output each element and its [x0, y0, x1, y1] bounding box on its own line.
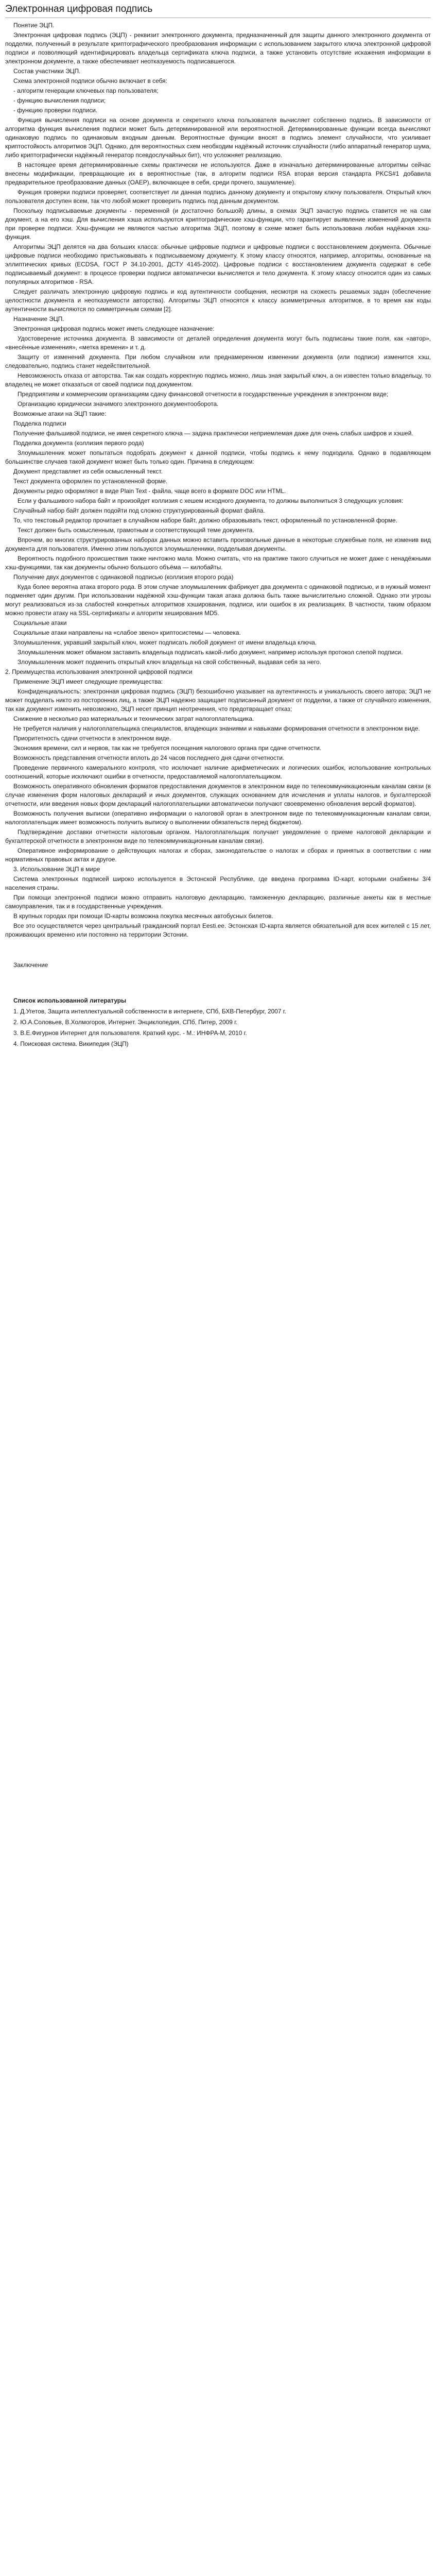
paragraph: Электронная цифровая подпись (ЭЦП) - реквизит электронного документа, предназначенный для защиты данного электронного документа от подделки, полученный в результате криптографического преобразования информации с использованием закрытого ключа электронной цифровой подписи и позволяющий идентифицировать владельца сертификата ключа подписи, а также установить отсутствие искажения информации в электронном документе, а также обеспечивает неотказуемость подписавшегося. [5, 31, 431, 65]
literature-item: 3. В.Е.Фигурнов Интернет для пользователя. Краткий курс. - М.: ИНФРА-М, 2010 г. [13, 1029, 247, 1037]
paragraph: Социальные атаки направлены на «слабое звено» криптосистемы — человека. [13, 629, 241, 636]
paragraph: В крупных городах при помощи ID-карты возможна покупка месячных автобусных билетов. [13, 912, 273, 920]
literature-item: 2. Ю.А.Соловьев, В.Холмогоров, Интернет. Энциклопедия, СПб, Питер, 2009 г. [13, 1019, 238, 1026]
paragraph: Социальные атаки [13, 619, 67, 626]
paragraph: Текст должен быть осмысленным, грамотным и соответствующий теме документа. [18, 527, 254, 534]
blank-space [5, 940, 431, 961]
paragraph: Текст документа оформлен по установленной форме. [13, 478, 168, 485]
paragraph: Вероятность подобного происшествия также ничтожно мала. Можно считать, что на практике такого случиться не может даже с ненадёжными хэш-функциями, так как документы обычно большого объёма — килобайты. [5, 555, 431, 571]
literature-item: 4. Поисковая система. Википедия (ЭЦП) [13, 1040, 129, 1047]
paragraph: Если у фальшивого набора байт и произойдет коллизия с хешем исходного документа, то должны выполниться 3 следующих условия: [18, 497, 404, 504]
paragraph: - функцию проверки подписи. [13, 107, 98, 114]
paragraph: Куда более вероятна атака второго рода. В этом случае злоумышленник фабрикует два документа с одинаковой подписью, и в нужный момент подменяет один другим. При использовании надёжной хэш-функции такая атака должна быть также вычислительно сложной. Однако эти угрозы могут реализоваться из-за слабостей конкретных алгоритмов хэширования, подписи, или ошибок в их реализациях. В частности, таким образом можно провести атаку на SSL-сертификаты и алгоритм хеширования MD5. [5, 583, 431, 617]
paragraph: Подделка подписи [13, 420, 66, 427]
paragraph: Злоумышленник может попытаться подобрать документ к данной подписи, чтобы подпись к нему подходила. Однако в подавляющем большинстве случаев такой документ может быть только один. Причина в следующем: [5, 449, 431, 465]
blank-space [5, 971, 431, 991]
paragraph: Предприятиям и коммерческим организациям сдачу финансовой отчетности в государственные учреждения в электронном виде; [18, 391, 389, 398]
paragraph: Возможность представления отчетности вплоть до 24 часов последнего дня сдачи отчетности. [13, 754, 285, 761]
literature-heading: Список использованной литературы [13, 997, 127, 1004]
paragraph: Злоумышленник может обманом заставить владельца подписать какой-либо документ, например используя протокол слепой подписи. [18, 649, 403, 656]
paragraph: Защиту от изменений документа. При любом случайном или преднамеренном изменении документа (или подписи) изменится хэш, следовательно, подпись станет недействительной. [5, 353, 431, 369]
paragraph: Документы редко оформляют в виде Plain Text - файла, чаще всего в формате DOC или HTML. [13, 487, 286, 495]
paragraph: Удостоверение источника документа. В зависимости от деталей определения документа могут быть подписаны такие поля, как «автор», «внесённые изменения», «метка времени» и т. д. [5, 335, 431, 351]
paragraph: 2. Преимущества использования электронной цифровой подписи [5, 668, 193, 675]
article-body [5, 21, 431, 939]
literature-item: 1. Д.Угетов, Защита интеллектуальной собственности в интернете, СПб, БХВ-Петербург, 2007 г. [13, 1008, 286, 1015]
paragraph: Возможность получения выписки (оперативно информации о налоговой орган в электронном виде по телекоммуникационным каналам связи, налогоплательщик имеет возможность получить выписку о выполнении обязательств перед бюджетом). [5, 810, 431, 826]
paragraph: Возможные атаки на ЭЦП такие: [13, 410, 107, 417]
paragraph: Организацию юридически значимого электронного документооборота. [18, 400, 219, 408]
paragraph: То, что текстовый редактор прочитает в случайном наборе байт, должно образовывать текст, оформленный по установленной форме. [13, 517, 397, 524]
paragraph: Получение двух документов с одинаковой подписью (коллизия второго рода) [13, 573, 234, 581]
paragraph: Получение фальшивой подписи, не имея секретного ключа — задача практически неприемлемая даже для очень слабых шифров и хэшей. [13, 430, 413, 437]
paragraph: Конфиденциальность: электронная цифровая подпись (ЭЦП) безошибочно указывает на аутентичность и уникальность своего автора; ЭЦП не может подделать никто из посторонних лиц, а также ЭЦП надежно защищает подписанный документ от подделки, а также от случайного изменения, так как документ изменить невозможно, ЭЦП несет принцип неотречения, что предотвращает отказ; [5, 688, 431, 713]
paragraph: Невозможность отказа от авторства. Так как создать корректную подпись можно, лишь зная закрытый ключ, а он известен только владельцу, то владелец не может отказаться от своей подписи под документом. [5, 372, 431, 388]
paragraph: Впрочем, во многих структурированных наборах данных можно вставить произвольные данные в некоторые служебные поля, не изменив вид документа для пользователя. Именно этим пользуются злоумышленники, подделывая документы. [5, 536, 431, 552]
paragraph: Функция вычисления подписи на основе документа и секретного ключа пользователя вычисляет собственно подпись. В зависимости от алгоритма функция вычисления подписи может быть детерминированной или вероятностной. Детерминированные функции всегда вычисляют одинаковую подпись по одинаковым входным данным. Вероятностные функции вносят в подпись элемент случайности, что усиливает криптостойкость алгоритмов ЭЦП. Однако, для вероятностных схем необходим надёжный источник случайности (либо аппаратный генератор шума, либо криптографически надёжный генератор псевдослучайных бит), что усложняет реализацию. [5, 116, 431, 159]
literature-list [5, 1007, 431, 1048]
paragraph: Документ представляет из себя осмысленный текст. [13, 468, 163, 475]
paragraph: Все это осуществляется через центральный гражданский портал Eesti.ee. Эстонская ID-карта является обязательной для всех жителей с 15 лет, проживающих временно или постоянно на территории Эстонии. [5, 922, 431, 938]
paragraph: Функция проверки подписи проверяет, соответствует ли данная подпись данному документу и открытому ключу пользователя. Открытый ключ пользователя доступен всем, так что любой может проверить подпись под данным документом. [5, 189, 431, 205]
paragraph: Проведение первичного камерального контроля, что исключает наличие арифметических и логических ошибок, использование контрольных соотношений, которые исключают ошибки в отчетности, предоставляемой налогоплательщиком. [5, 764, 431, 780]
paragraph: Не требуется наличия у налогоплательщика специалистов, владеющих знаниями и навыками формирования отчетности в электронном виде. [13, 725, 420, 732]
paragraph: Приоритетность сдачи отчетности в электронном виде. [13, 735, 171, 742]
paragraph: Применение ЭЦП имеет следующие преимущества: [13, 678, 163, 685]
paragraph: - алгоритм генерации ключевых пар пользователя; [13, 87, 159, 94]
paragraph: 3. Использование ЭЦП в мире [13, 866, 100, 873]
paragraph: - функцию вычисления подписи; [13, 97, 106, 104]
paragraph: Электронная цифровая подпись может иметь следующее назначение: [13, 325, 215, 332]
paragraph: Понятие ЭЦП. [13, 22, 55, 29]
paragraph: Назначение ЭЦП. [13, 315, 64, 323]
paragraph: Состав участники ЭЦП. [13, 67, 81, 75]
paragraph: Поскольку подписываемые документы - переменной (и достаточно большой) длины, в схемах ЭЦП зачастую подпись ставится не на сам документ, а на его хэш. Для вычисления хэша используются криптографические хэш-функции, что гарантирует выявление изменений документа при проверке подписи. Хэш-функции не являются частью алгоритма ЭЦП, поэтому в схеме может быть использована любая надёжная хэш-функция. [5, 207, 431, 241]
paragraph: Возможность оперативного обновления форматов предоставления документов в электронном виде по телекоммуникационным каналам связи (в случае изменения форм налоговых деклараций и иных документов, служащих основанием для исчисления и уплаты налогов, и бухгалтерской отчетности, или введения новых форм деклараций налогоплательщики автоматически получают своевременно обновления версий форматов). [5, 783, 431, 807]
paragraph: Оперативное информирование о действующих налогах и сборах, законодательстве о налогах и сборах и принятых в соответствии с ним нормативных правовых актах и другое. [5, 847, 431, 863]
paragraph: Снижение в несколько раз материальных и технических затрат налогоплательщика. [13, 715, 254, 722]
paragraph: Следует различать электронную цифровую подпись и код аутентичности сообщения, несмотря на схожесть решаемых задач (обеспечение целостности документа и неотказуемости авторства). Алгоритмы ЭЦП относятся к классу асимметричных алгоритмов, в то время как коды аутентичности вычисляются по симметричным схемам [2]. [5, 288, 431, 313]
paragraph: Подделка документа (коллизия первого рода) [13, 439, 144, 447]
paragraph: В настоящее время детерминированные схемы практически не используются. Даже в изначально детерминированные алгоритмы сейчас внесены модификации, превращающие их в вероятностные (так, в алгоритм подписи RSA вторая версия стандарта PKCS#1 добавила предварительное преобразование данных (OAEP), включающее в себя, среди прочего, зашумление). [5, 161, 431, 186]
paragraph: Злоумышленник, укравший закрытый ключ, может подписать любой документ от имени владельца ключа. [13, 639, 317, 646]
conclusion-heading: Заключение [13, 961, 48, 969]
paragraph: При помощи электронной подписи можно отправить налоговую декларацию, таможенную декларацию, различные анкеты как в местные самоуправления, так и в государственные учреждения. [5, 894, 431, 910]
paragraph: Злоумышленник может подменить открытый ключ владельца на свой собственный, выдавая себя за него. [18, 658, 321, 666]
paragraph: Экономия времени, сил и нервов, так как не требуется посещения налогового органа при сдаче отчетности. [13, 744, 322, 752]
paragraph: Схема электронной подписи обычно включает в себя: [13, 77, 167, 84]
paragraph: Система электронных подписей широко используется в Эстонской Республике, где введена программа ID-карт, которыми снабжены 3/4 населения страны. [5, 875, 431, 891]
page-title: Электронная цифровая подпись [5, 3, 431, 18]
paragraph: Подтверждение доставки отчетности налоговым органом. Налогоплательщик получает уведомление о приеме налоговой декларации и бухгалтерской отчетности в электронном виде по телекоммуникационным каналам связи). [5, 828, 431, 844]
paragraph: Алгоритмы ЭЦП делятся на два больших класса: обычные цифровые подписи и цифровые подписи с восстановлением документа. Обычные цифровые подписи необходимо пристыковывать к подписываемому документу. К этому классу относятся, например, алгоритмы, основанные на эллиптических кривых (ECDSA, ГОСТ Р 34.10-2001, ДСТУ 4145-2002). Цифровые подписи с восстановлением документа содержат в себе подписываемый документ: в процессе проверки подписи автоматически вычисляется и тело документа. К этому классу относится один из самых популярных алгоритмов - RSA. [5, 243, 431, 285]
paragraph: Случайный набор байт должен подойти под сложно структурированный формат файла. [13, 507, 265, 514]
